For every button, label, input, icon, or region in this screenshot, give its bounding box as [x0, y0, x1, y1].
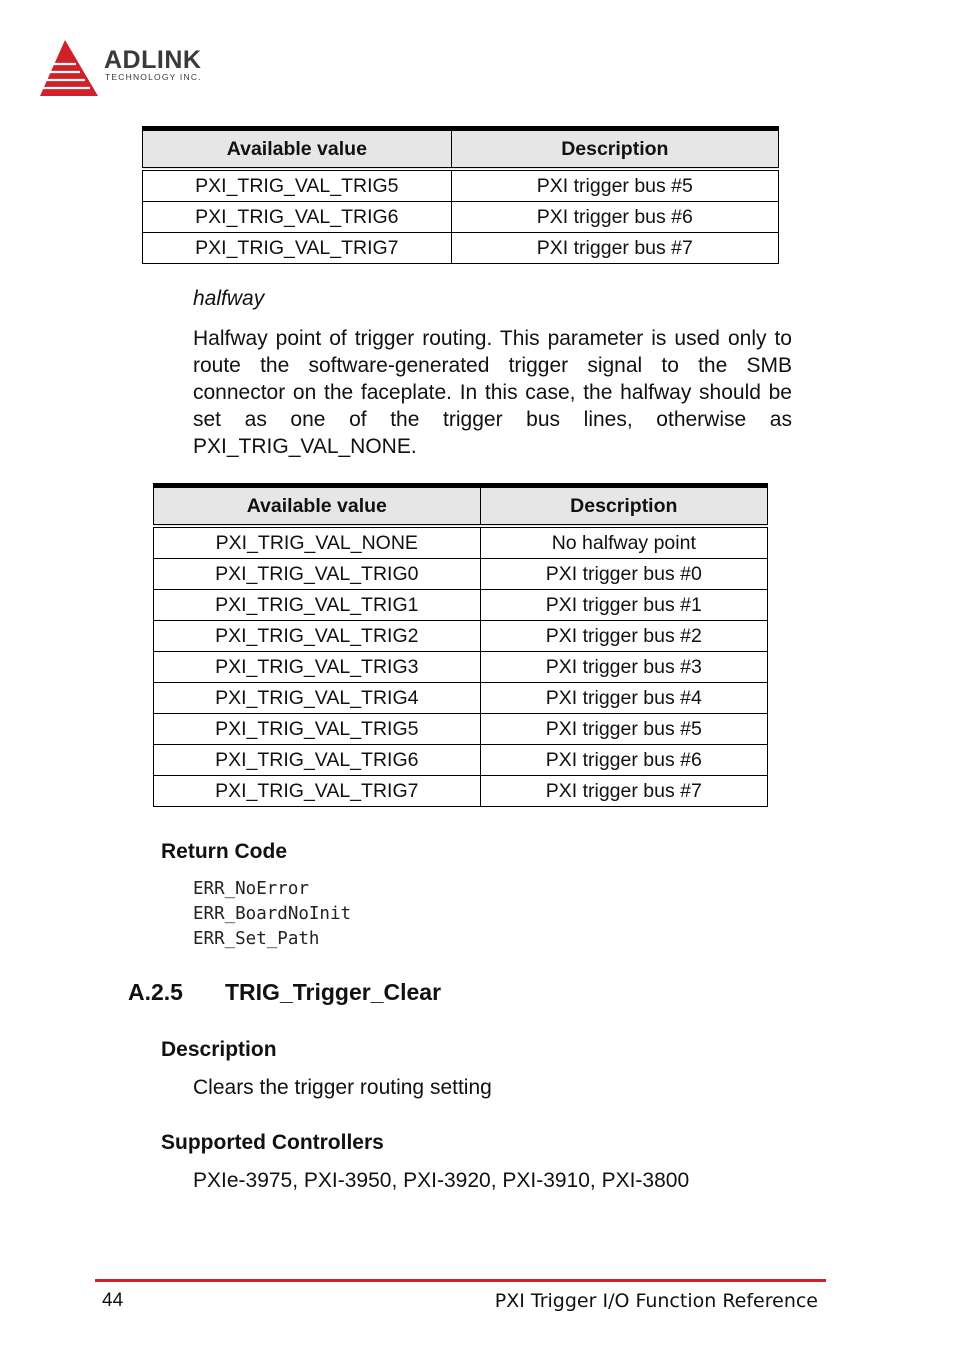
description-text: Clears the trigger routing setting [193, 1076, 492, 1099]
description-cell: PXI trigger bus #4 [480, 683, 767, 714]
page-number: 44 [102, 1290, 124, 1311]
value-cell: PXI_TRIG_VAL_TRIG5 [143, 169, 452, 202]
table-row [154, 526, 768, 559]
description-cell: PXI trigger bus #5 [451, 169, 778, 202]
value-cell: PXI_TRIG_VAL_TRIG7 [143, 233, 452, 264]
footer-divider [95, 1279, 826, 1282]
table-row [143, 202, 779, 233]
parameter-name-halfway: halfway [193, 287, 265, 310]
return-code-list [193, 877, 351, 952]
value-cell: PXI_TRIG_VAL_TRIG6 [143, 202, 452, 233]
logo-subtitle: TECHNOLOGY INC. [105, 72, 202, 82]
table-row [154, 745, 768, 776]
column-header-available-value: Available value [143, 129, 452, 170]
return-code-item: ERR_BoardNoInit [193, 904, 352, 924]
description-cell: PXI trigger bus #1 [480, 590, 767, 621]
section-number: A.2.5 [128, 979, 183, 1005]
supported-controllers-text: PXIe-3975, PXI-3950, PXI-3920, PXI-3910, PXI-3800 [193, 1169, 690, 1192]
column-header-available-value: Available value [154, 486, 481, 527]
return-code-item: ERR_NoError [193, 879, 309, 899]
table-row [154, 652, 768, 683]
value-cell: PXI_TRIG_VAL_TRIG4 [154, 683, 481, 714]
footer-title: PXI Trigger I/O Function Reference [494, 1290, 818, 1312]
section-heading [128, 979, 441, 1006]
description-cell: PXI trigger bus #7 [451, 233, 778, 264]
supported-controllers-heading: Supported Controllers [161, 1131, 384, 1154]
description-cell: PXI trigger bus #0 [480, 559, 767, 590]
section-title: TRIG_Trigger_Clear [225, 979, 442, 1005]
column-header-description: Description [480, 486, 767, 527]
trigger-value-table-2 [153, 483, 768, 807]
table-row [154, 590, 768, 621]
table-row [143, 233, 779, 264]
logo-wordmark: ADLINK [104, 46, 202, 74]
value-cell: PXI_TRIG_VAL_TRIG7 [154, 776, 481, 807]
table-header-row [143, 129, 779, 170]
table-row [143, 169, 779, 202]
return-code-heading: Return Code [161, 840, 287, 863]
description-cell: No halfway point [480, 526, 767, 559]
description-cell: PXI trigger bus #3 [480, 652, 767, 683]
adlink-triangle-icon [38, 38, 100, 100]
description-cell: PXI trigger bus #2 [480, 621, 767, 652]
table-header-row [154, 486, 768, 527]
description-cell: PXI trigger bus #5 [480, 714, 767, 745]
halfway-description: Halfway point of trigger routing. This parameter is used only to route the software-generated trigger signal to the SMB connector on the faceplate. In this case, the halfway should be set as one of the trigger bus lines, otherwise as PXI_TRIG_VAL_NONE. [193, 327, 792, 458]
description-cell: PXI trigger bus #6 [451, 202, 778, 233]
description-heading: Description [161, 1038, 277, 1061]
description-cell: PXI trigger bus #7 [480, 776, 767, 807]
return-code-item: ERR_Set_Path [193, 929, 320, 949]
table-row [154, 621, 768, 652]
value-cell: PXI_TRIG_VAL_TRIG3 [154, 652, 481, 683]
adlink-logo [38, 38, 238, 100]
description-cell: PXI trigger bus #6 [480, 745, 767, 776]
value-cell: PXI_TRIG_VAL_NONE [154, 526, 481, 559]
table-row [154, 776, 768, 807]
value-cell: PXI_TRIG_VAL_TRIG2 [154, 621, 481, 652]
trigger-value-table-1 [142, 126, 779, 264]
value-cell: PXI_TRIG_VAL_TRIG6 [154, 745, 481, 776]
table-row [154, 683, 768, 714]
value-cell: PXI_TRIG_VAL_TRIG5 [154, 714, 481, 745]
value-cell: PXI_TRIG_VAL_TRIG1 [154, 590, 481, 621]
table-row [154, 714, 768, 745]
column-header-description: Description [451, 129, 778, 170]
table-row [154, 559, 768, 590]
value-cell: PXI_TRIG_VAL_TRIG0 [154, 559, 481, 590]
